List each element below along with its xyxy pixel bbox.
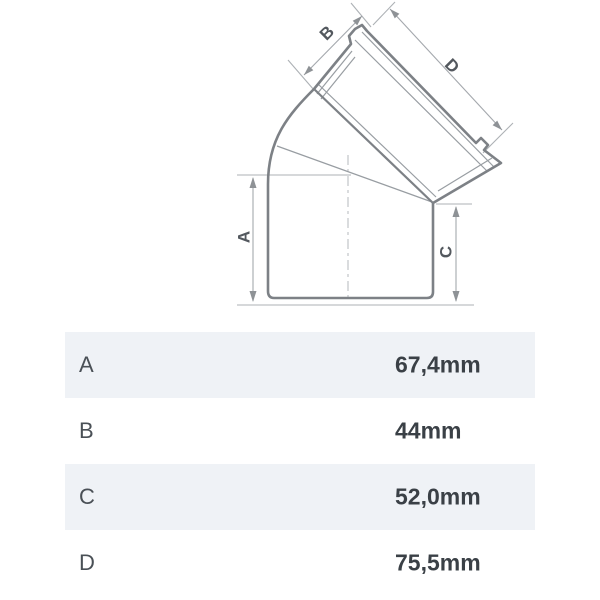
socket-inner-edge-2	[355, 40, 487, 171]
dim-label-c: C	[436, 245, 456, 259]
table-row-c	[65, 464, 535, 530]
dim-d-extension-nw	[373, 2, 395, 25]
row-label: D	[79, 550, 95, 575]
table-row-b	[65, 398, 535, 464]
table-row-d	[65, 530, 535, 596]
dim-label-d: D	[440, 54, 464, 78]
row-label: C	[79, 484, 95, 509]
table-row-a	[65, 332, 535, 398]
dimensions-table	[65, 332, 535, 596]
elbow-outline	[268, 25, 501, 298]
dim-c-arrow-up	[453, 206, 460, 217]
row-value: 75,5mm	[395, 549, 481, 576]
row-value: 44mm	[395, 417, 462, 444]
socket-body-edge	[314, 89, 433, 203]
dim-a-arrow-down	[250, 291, 257, 302]
dim-c-arrow-down	[453, 291, 460, 302]
dimension-lines	[253, 9, 502, 301]
dim-label-b: B	[315, 21, 339, 45]
socket-inner-edge-3	[318, 84, 436, 197]
row-label: A	[79, 352, 94, 377]
dimension-arrowheads	[250, 9, 503, 302]
dim-a-arrow-up	[250, 177, 257, 188]
dimension-extension-lines	[234, 2, 513, 305]
miter-seam-line	[277, 146, 432, 202]
dim-label-a: A	[234, 230, 254, 244]
mouth-inner-edge-1	[317, 51, 352, 94]
dim-b-extension-sw	[288, 60, 314, 90]
mouth-inner-edge-2	[321, 57, 355, 99]
row-value: 52,0mm	[395, 483, 481, 510]
row-value: 67,4mm	[395, 351, 481, 378]
fitting-internal-edges	[277, 32, 494, 202]
row-label: B	[79, 418, 94, 443]
